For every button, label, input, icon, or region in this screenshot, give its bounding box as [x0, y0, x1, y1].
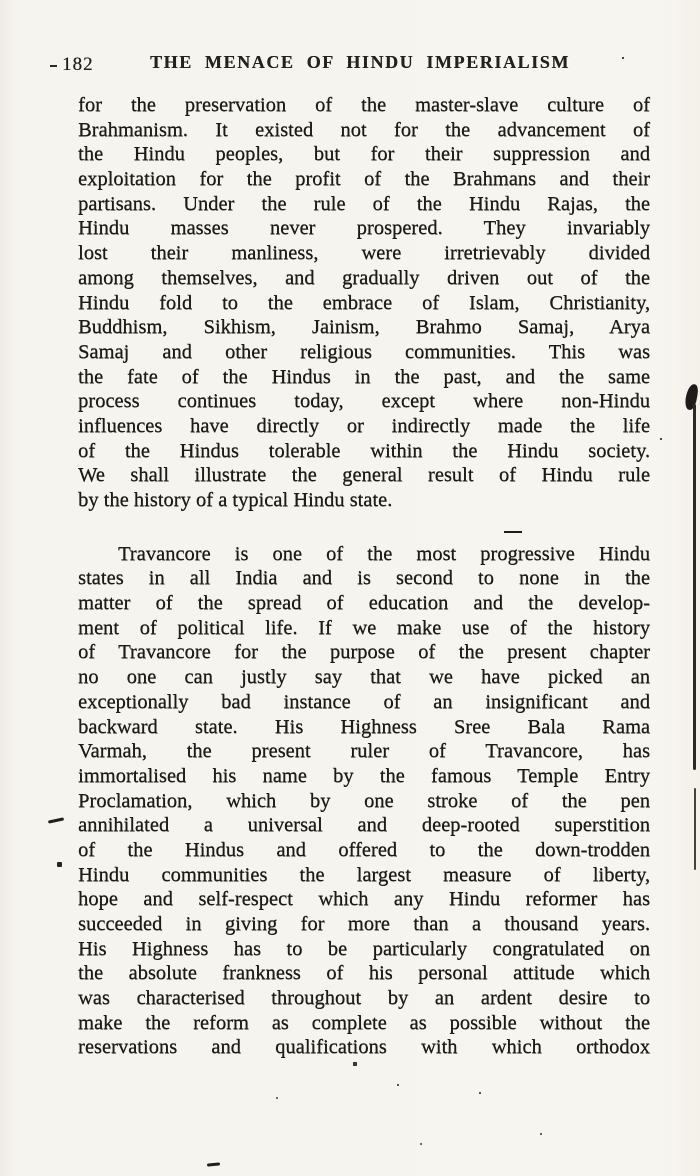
text-line: His Highness has to be particularly congratulated on	[78, 937, 650, 960]
text-line: Brahmanism. It existed not for the advancement of	[78, 118, 650, 141]
text-line: Proclamation, which by one stroke of the pen	[78, 789, 650, 812]
text-line: of the Hindus and offered to the down-trodden	[78, 838, 650, 861]
text-line: of Travancore for the purpose of the present chapter	[78, 641, 650, 664]
text-line: was characterised throughout by an ardent desire to	[78, 987, 650, 1010]
text-line: Varmah, the present ruler of Travancore, has	[78, 740, 650, 763]
text-line: matter of the spread of education and the develop-	[78, 592, 650, 615]
scan-artifact-right-blob	[684, 383, 699, 411]
text-line: lost their manliness, were irretrievably divided	[78, 242, 650, 265]
paragraph	[78, 93, 650, 513]
text-line: states in all India and is second to none in the	[78, 567, 650, 590]
text-line: reservations and qualifications with which orthodox	[78, 1036, 650, 1059]
text-line: among themselves, and gradually driven out of the	[78, 266, 650, 289]
text-line: Samaj and other religious communities. This was	[78, 340, 650, 363]
text-line: for the preservation of the master-slave culture of	[78, 94, 650, 116]
running-header	[0, 52, 700, 78]
body-text	[78, 93, 650, 1060]
text-line: exceptionally bad instance of an insignificant and	[78, 690, 650, 713]
scan-specks	[0, 0, 2, 2]
text-line: the absolute frankness of his personal attitude which	[78, 962, 650, 985]
text-line: no one can justly say that we have picked an	[78, 666, 650, 689]
text-line: annihilated a universal and deep-rooted superstition	[78, 814, 650, 837]
text-line: by the history of a typical Hindu state.	[78, 489, 393, 511]
text-line: backward state. His Highness Sree Bala Rama	[78, 715, 650, 738]
text-line: Hindu masses never prospered. They invariably	[78, 217, 650, 240]
text-line: immortalised his name by the famous Temple Entry	[78, 764, 650, 787]
text-line: partisans. Under the rule of the Hindu Rajas, the	[78, 192, 650, 215]
text-line: the Hindu peoples, but for their suppression and	[78, 143, 650, 166]
text-line: succeeded in giving for more than a thousand years.	[78, 913, 650, 935]
page-number: 182	[62, 54, 94, 75]
scan-artifact-overline	[504, 531, 522, 533]
text-line: ment of political life. If we make use of the history	[78, 616, 650, 639]
text-line: hope and self-respect which any Hindu reformer has	[78, 888, 650, 911]
scan-artifact-left-dash	[48, 817, 64, 823]
text-line: Hindu fold to the embrace of Islam, Christianity,	[78, 291, 650, 314]
text-line: Hindu communities the largest measure of liberty,	[78, 863, 650, 886]
text-line: exploitation for the profit of the Brahmans and their	[78, 168, 650, 191]
text-line: the fate of the Hindus in the past, and the same	[78, 365, 650, 388]
text-line: process continues today, except where non-Hindu	[78, 390, 650, 413]
text-line: make the reform as complete as possible without the	[78, 1011, 650, 1034]
scan-artifact-left-dot	[57, 862, 62, 867]
scan-artifact-right-line	[693, 404, 696, 770]
text-line: influences have directly or indirectly made the life	[78, 414, 650, 437]
scan-artifact-right-line-2	[694, 788, 696, 870]
text-line: Travancore is one of the most progressive Hindu	[118, 542, 650, 565]
text-line: Buddhism, Sikhism, Jainism, Brahmo Samaj, Arya	[78, 316, 650, 339]
text-line: We shall illustrate the general result of Hindu rule	[78, 464, 650, 487]
scan-artifact-bottom-dash	[207, 1162, 220, 1166]
running-header-title: THE MENACE OF HINDU IMPERIALISM	[150, 52, 570, 72]
text-line: of the Hindus tolerable within the Hindu society.	[78, 439, 650, 462]
paragraph	[78, 542, 650, 1060]
